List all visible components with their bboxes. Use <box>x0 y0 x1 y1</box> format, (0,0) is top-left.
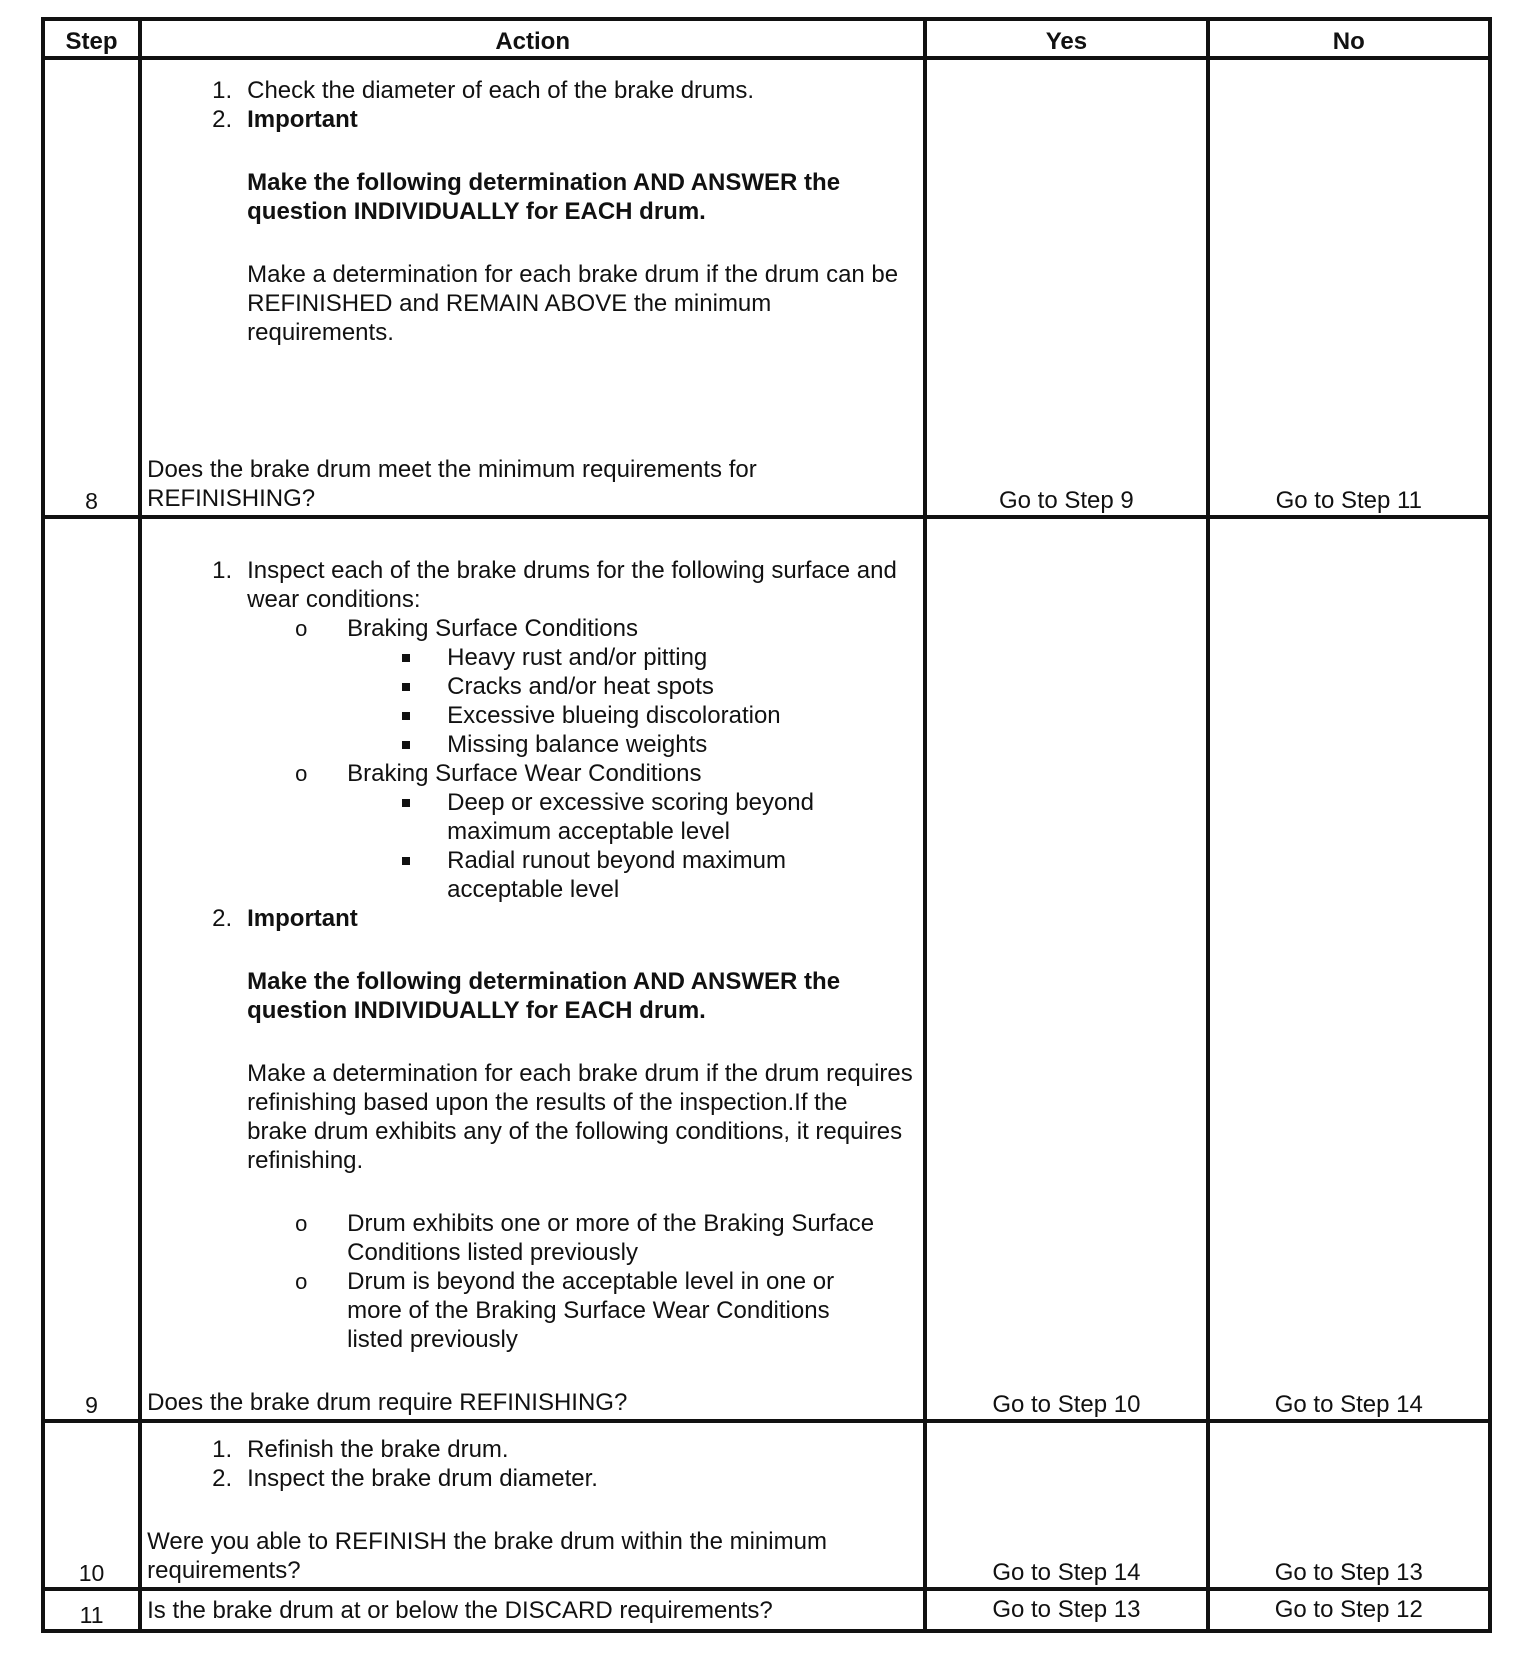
group-label: Braking Surface Wear Conditions <box>347 760 702 787</box>
header-action: Action <box>140 19 925 58</box>
header-no: No <box>1208 19 1490 58</box>
step-number: 8 <box>43 58 140 517</box>
no-answer: Go to Step 11 <box>1208 58 1490 517</box>
determination-text: Make a determination for each brake drum if the drum requires refinishing based upon the results of the inspection.If the brake drum exhibits any of the following conditions, it requires refinishing. <box>247 1060 913 1174</box>
condition-item <box>147 701 913 730</box>
item-number: 1. <box>212 557 233 584</box>
question-text: Is the brake drum at or below the DISCARD requirements? <box>147 1596 773 1624</box>
condition-item <box>147 846 913 904</box>
list-item <box>147 105 913 134</box>
condition-item <box>147 643 913 672</box>
header-row <box>43 19 1490 58</box>
yes-answer: Go to Step 9 <box>925 58 1207 517</box>
table-row <box>43 58 1490 517</box>
yes-answer: Go to Step 10 <box>925 517 1207 1421</box>
square-bullet-icon <box>402 712 410 720</box>
no-answer: Go to Step 12 <box>1208 1589 1490 1631</box>
question-text: Does the brake drum meet the minimum requirements for REFINISHING? <box>147 456 757 512</box>
condition-text: Drum is beyond the acceptable level in one or more of the Braking Surface Wear Conditions listed previously <box>347 1268 835 1353</box>
important-label: Important <box>247 106 358 133</box>
table-row <box>43 1589 1490 1631</box>
condition-item <box>147 672 913 701</box>
condition-text: Deep or excessive scoring beyond maximum acceptable level <box>447 789 814 845</box>
condition-text: Radial runout beyond maximum acceptable level <box>447 847 786 903</box>
condition-text: Cracks and/or heat spots <box>447 673 714 700</box>
item-number: 2. <box>212 905 233 932</box>
item-text: Refinish the brake drum. <box>247 1436 509 1463</box>
item-number: 2. <box>212 1465 233 1492</box>
group-label: Braking Surface Conditions <box>347 615 638 642</box>
question-text: Were you able to REFINISH the brake drum within the minimum requirements? <box>147 1528 827 1584</box>
step-number: 9 <box>43 517 140 1421</box>
condition-bullet <box>147 1267 913 1354</box>
item-text: Inspect each of the brake drums for the following surface and wear conditions: <box>247 557 897 613</box>
condition-text: Excessive blueing discoloration <box>447 702 781 729</box>
no-answer: Go to Step 14 <box>1208 517 1490 1421</box>
diagnostic-table <box>41 17 1492 1633</box>
yes-answer: Go to Step 14 <box>925 1421 1207 1589</box>
action-cell <box>140 1589 925 1631</box>
condition-text: Missing balance weights <box>447 731 708 758</box>
list-item <box>147 76 913 105</box>
condition-bullet <box>147 1209 913 1267</box>
action-cell <box>140 58 925 517</box>
list-item <box>147 1464 913 1493</box>
condition-item <box>147 788 913 846</box>
circle-bullet-icon: o <box>295 1269 308 1294</box>
important-instruction: Make the following determination AND ANSWER the question INDIVIDUALLY for EACH drum. <box>247 968 841 1024</box>
condition-text: Drum exhibits one or more of the Braking Surface Conditions listed previously <box>347 1210 875 1266</box>
list-item <box>147 904 913 933</box>
header-yes: Yes <box>925 19 1207 58</box>
step-number: 10 <box>43 1421 140 1589</box>
determination-text: Make a determination for each brake drum if the drum can be REFINISHED and REMAIN ABOVE the minimum requirements. <box>247 261 899 346</box>
square-bullet-icon <box>402 741 410 749</box>
sub-list-item <box>147 759 913 788</box>
header-step: Step <box>43 19 140 58</box>
table-row <box>43 517 1490 1421</box>
square-bullet-icon <box>402 683 410 691</box>
square-bullet-icon <box>402 799 410 807</box>
action-cell <box>140 1421 925 1589</box>
condition-text: Heavy rust and/or pitting <box>447 644 708 671</box>
square-bullet-icon <box>402 857 410 865</box>
important-label: Important <box>247 905 358 932</box>
question-text: Does the brake drum require REFINISHING? <box>147 1389 628 1416</box>
item-text: Inspect the brake drum diameter. <box>247 1465 598 1492</box>
no-answer: Go to Step 13 <box>1208 1421 1490 1589</box>
item-number: 2. <box>212 106 233 133</box>
circle-bullet-icon: o <box>295 1211 308 1236</box>
sub-list-item <box>147 614 913 643</box>
list-item <box>147 556 913 614</box>
table-row <box>43 1421 1490 1589</box>
list-item <box>147 1435 913 1464</box>
item-number: 1. <box>212 77 233 104</box>
step-number: 11 <box>43 1589 140 1631</box>
circle-bullet-icon: o <box>295 616 308 641</box>
important-instruction: Make the following determination AND ANSWER the question INDIVIDUALLY for EACH drum. <box>247 169 841 225</box>
item-number: 1. <box>212 1436 233 1463</box>
square-bullet-icon <box>402 654 410 662</box>
action-cell <box>140 517 925 1421</box>
yes-answer: Go to Step 13 <box>925 1589 1207 1631</box>
circle-bullet-icon: o <box>295 761 308 786</box>
condition-item <box>147 730 913 759</box>
item-text: Check the diameter of each of the brake drums. <box>247 77 755 104</box>
